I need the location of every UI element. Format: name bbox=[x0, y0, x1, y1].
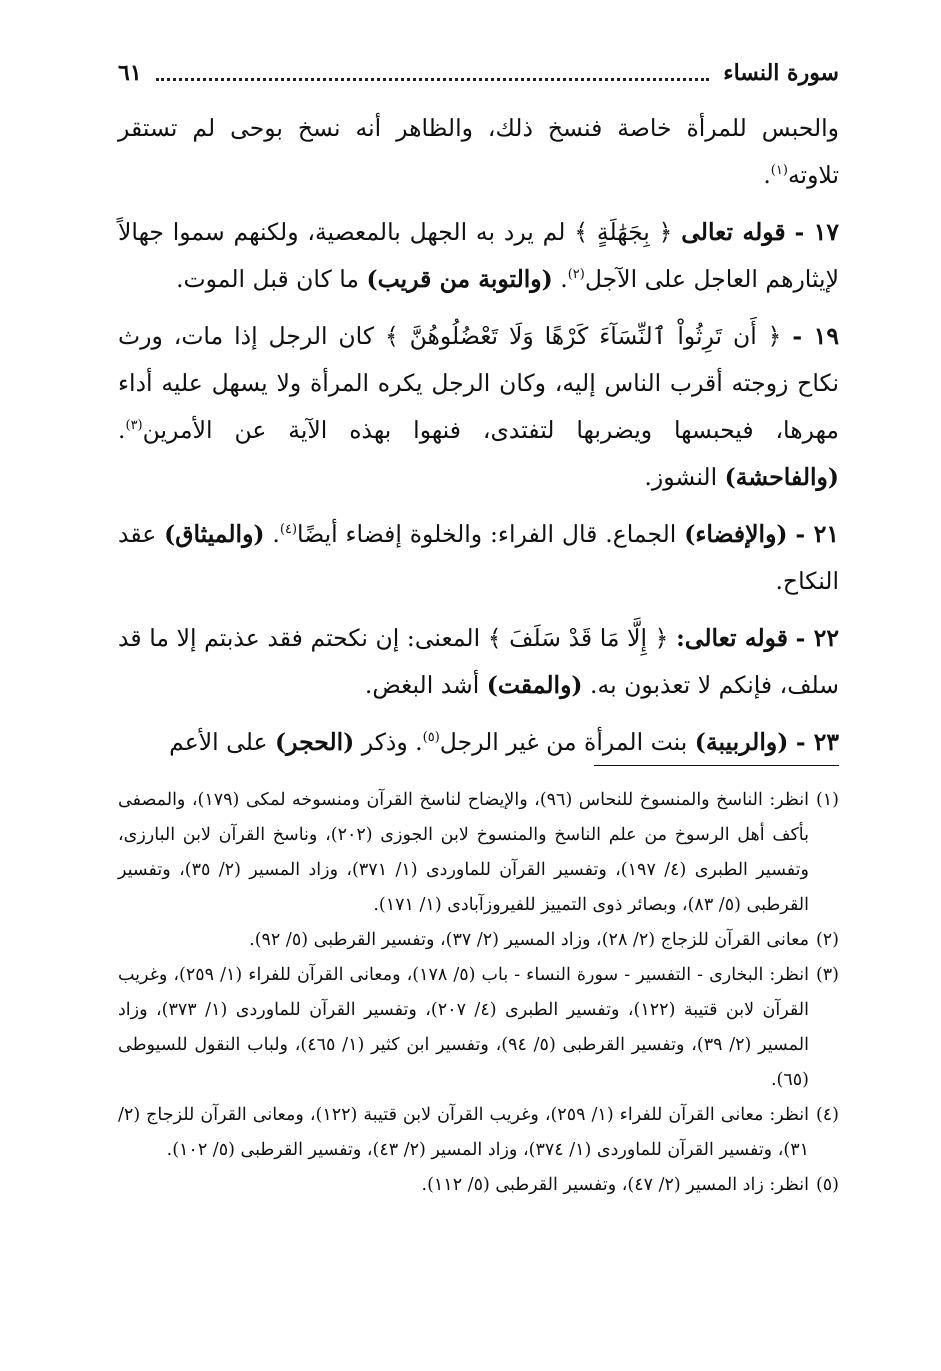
footnote-number: (٢) bbox=[815, 930, 839, 950]
footnote-text: انظر: معانى القرآن للفراء (١/ ٢٥٩)، وغريب القرآن لابن قتيبة (١٢٢)، ومعانى القرآن للزجاج (٢/ ٣١)، وتفسير القرآن للماوردى (١/ ٣٧٤)، وزاد المسير (٢/ ٤٣)، وتفسير القرطبى (٥/ ١٠٢). bbox=[118, 1105, 810, 1160]
page-header bbox=[118, 55, 839, 91]
verse-number: ١٩ - bbox=[792, 322, 839, 350]
page-number: ٦١ bbox=[118, 60, 142, 86]
paragraph-verse-17: ١٧ - قوله تعالى ﴿ بِجَهَٰلَةٍ ﴾ لم يرد به الجهل بالمعصية، ولكنهم سموا جهالاً لإيثارهم العاجل على الآجل$^{(٢)}$. (والتوبة من قريب) ما كان قبل الموت. bbox=[118, 218, 840, 293]
lead-phrase: قوله تعالى bbox=[681, 218, 786, 246]
footnote-ref-5[interactable]: (٥) bbox=[422, 730, 440, 746]
footnote-text: انظر: الناسخ والمنسوخ للنحاس (٩٦)، والإيضاح لناسخ القرآن ومنسوخه لمكى (١٧٩)، والمصفى بأكف أهل الرسوخ من علم الناسخ والمنسوخ لابن الجوزى (٢٠٢)، وناسخ القرآن لابن البارزى، وتفسير الطبرى (٤/ ١٩٧)، وتفسير القرآن للماوردى (١/ ٣٧١)، وزاد المسير (٢/ ٣٥)، وتفسير القرطبى (٥/ ٨٣)، وبصائر ذوى التمييز للفيروزآبادى (١/ ١٧١). bbox=[118, 790, 809, 915]
footnote-text: انظر: زاد المسير (٢/ ٤٧)، وتفسير القرطبى (٥/ ١١٢). bbox=[421, 1175, 809, 1195]
verse-number: ٢١ - bbox=[795, 520, 839, 548]
keyword: (الحجر) bbox=[275, 728, 355, 756]
paragraph-verse-23: ٢٣ - (والربيبة) بنت المرأة من غير الرجل$^{(٥)}$. وذكر (الحجر) على الأعم bbox=[169, 728, 839, 756]
verse-number: ١٧ - bbox=[794, 218, 840, 246]
footnote-ref-4[interactable]: (٤) bbox=[279, 522, 298, 538]
footnote-text: معانى القرآن للزجاج (٢/ ٢٨)، وزاد المسير (٢/ ٣٧)، وتفسير القرطبى (٥/ ٩٢). bbox=[249, 930, 809, 950]
lead-phrase: قوله تعالى: bbox=[676, 624, 789, 652]
quran-quote: ﴿ بِجَهَٰلَةٍ ﴾ bbox=[574, 218, 673, 246]
footnote-ref-2[interactable]: (٢) bbox=[567, 267, 585, 283]
footnote-separator bbox=[594, 765, 839, 766]
footnote-number: (٤) bbox=[815, 1105, 839, 1125]
footnote-1 bbox=[118, 783, 839, 923]
verse-number: ٢٣ - bbox=[795, 728, 839, 756]
keyword: (والربيبة) bbox=[694, 728, 789, 756]
verse-number: ٢٢ - bbox=[795, 624, 839, 652]
keyword: (والتوبة من قريب) bbox=[366, 265, 553, 293]
quran-quote: ﴿ أَن تَرِثُواْ ٱلنِّسَآءَ كَرْهًا وَلَا تَعْضُلُوهُنَّ ﴾ bbox=[384, 322, 782, 350]
keyword: (والإفضاء) bbox=[684, 520, 788, 548]
footnotes bbox=[118, 783, 839, 1203]
footnote-number: (٥) bbox=[815, 1175, 839, 1195]
paragraph-verse-22: ٢٢ - قوله تعالى: ﴿ إِلَّا مَا قَدْ سَلَفَ ﴾ المعنى: إن نكحتم فقد عذبتم إلا ما قد سلف، فإنكم لا تعذبون به. (والمقت) أشد البغض. bbox=[118, 624, 839, 699]
footnote-text: انظر: البخارى - التفسير - سورة النساء - باب (٥/ ١٧٨)، ومعانى القرآن للفراء (١/ ٢٥٩)، وغريب القرآن لابن قتيبة (١٢٢)، وتفسير الطبرى (٤/ ٢٠٧)، وتفسير القرآن للماوردى (١/ ٣٧٣)، وزاد المسير (٢/ ٣٩)، وتفسير القرطبى (٥/ ٩٤)، وتفسير ابن كثير (١/ ٤٦٥)، ولباب النقول للسيوطى (٦٥). bbox=[118, 965, 810, 1090]
header-dot-leader bbox=[156, 66, 710, 81]
keyword: (والميثاق) bbox=[164, 520, 265, 548]
paragraph-continued: والحبس للمرأة خاصة فنسخ ذلك، والظاهر أنه نسخ بوحى لم تستقر تلاوته$^{(١)}$. bbox=[118, 114, 839, 189]
footnote-number: (١) bbox=[815, 790, 839, 810]
keyword: (والمقت) bbox=[486, 671, 583, 699]
paragraph-verse-21: ٢١ - (والإفضاء) الجماع. قال الفراء: والخلوة إفضاء أيضًا$^{(٤)}$. (والميثاق) عقد النكاح. bbox=[118, 520, 839, 595]
footnote-4 bbox=[118, 1098, 839, 1168]
paragraph-verse-19: ١٩ - ﴿ أَن تَرِثُواْ ٱلنِّسَآءَ كَرْهًا وَلَا تَعْضُلُوهُنَّ ﴾ كان الرجل إذا مات، ورث نكاح زوجته أقرب الناس إليه، وكان الرجل يكره المرأة ولا يسهل عليه أداء مهرها، فيحبسها ويضربها لتفتدى، فنهوا بهذه الآية عن الأمرين$^{(٣)}$. (والفاحشة) النشوز. bbox=[118, 322, 839, 491]
main-text bbox=[118, 105, 839, 776]
surah-title: سورة النساء bbox=[723, 60, 839, 86]
footnote-ref-3[interactable]: (٣) bbox=[125, 418, 143, 434]
footnote-ref-1[interactable]: (١) bbox=[770, 163, 788, 179]
quran-quote: ﴿ إِلَّا مَا قَدْ سَلَفَ ﴾ bbox=[487, 624, 669, 652]
keyword: (والفاحشة) bbox=[724, 463, 839, 491]
footnote-2 bbox=[118, 923, 839, 958]
footnote-5 bbox=[118, 1168, 839, 1203]
footnote-number: (٣) bbox=[815, 965, 839, 985]
footnote-3 bbox=[118, 958, 839, 1098]
